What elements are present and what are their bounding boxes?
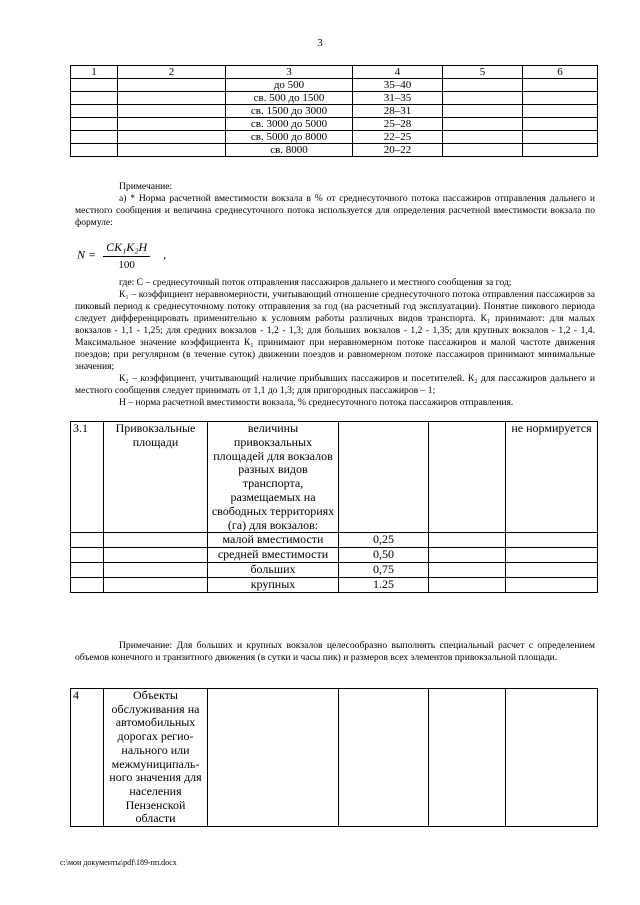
- area-value: 0,75: [339, 562, 429, 577]
- item-description: величины привокзальных площадей для вокзалов разных видов транспорта, размещаемых на свободных территориях (га) для вокзалов:: [208, 422, 339, 533]
- capacity-range: св. 1500 до 3000: [226, 105, 353, 118]
- road-services-table: [70, 688, 598, 827]
- norm-value: 20–22: [353, 144, 443, 157]
- norm-value: 28–31: [353, 105, 443, 118]
- norm-value: 31–35: [353, 92, 443, 105]
- capacity-range: св. 5000 до 8000: [226, 131, 353, 144]
- header-cell: 6: [523, 66, 598, 79]
- capacity-range: св. 500 до 1500: [226, 92, 353, 105]
- note-1-definitions: [75, 277, 595, 409]
- table-row: [71, 422, 598, 533]
- table-row: [71, 79, 598, 92]
- formula-denominator: 100: [118, 259, 135, 271]
- formula-tail: ,: [163, 247, 167, 262]
- note-2: [75, 640, 595, 664]
- area-value: 1.25: [339, 577, 429, 592]
- table-row: [71, 577, 598, 592]
- table-row: [71, 131, 598, 144]
- item-name: Объекты обслуживания на автомобильных дорогах регио-нального или межмуниципаль-ного значения для населения Пензенской области: [104, 689, 208, 827]
- table-row: [71, 92, 598, 105]
- norms-table-continued: [70, 65, 598, 157]
- table-header-row: [71, 66, 598, 79]
- header-cell: 3: [226, 66, 353, 79]
- table-row: [71, 533, 598, 548]
- table-row: [71, 689, 598, 827]
- item-number: 3.1: [71, 422, 104, 533]
- area-value: 0,50: [339, 548, 429, 563]
- page-number: 3: [317, 37, 323, 49]
- capacity-range: до 500: [226, 79, 353, 92]
- table-row: [71, 562, 598, 577]
- header-cell: 2: [118, 66, 226, 79]
- table-row: [71, 144, 598, 157]
- capacity-range: св. 3000 до 5000: [226, 118, 353, 131]
- item-name: Привокзальные площади: [104, 422, 208, 533]
- header-cell: 5: [443, 66, 523, 79]
- formula-lhs: N =: [77, 247, 97, 262]
- definition-k2: К₂ – коэффициент, учитывающий наличие прибывших пассажиров и посетителей. К₂ для пассажиров дальнего и местного сообщения следует принимать от 1,1 до 1,3; для пригородных пассажиров – 1;: [75, 373, 595, 396]
- station-squares-table: [70, 421, 598, 593]
- note-paragraph-a: а) * Норма расчетной вместимости вокзала в % от среднесуточного потока пассажиров отправления дальнего и местного сообщения и величина среднесуточного потока используется для определения расчетной вместимости вокзала по формуле:: [75, 193, 595, 228]
- norm-value: 22–25: [353, 131, 443, 144]
- capacity-formula: [77, 240, 166, 271]
- item-note: не нормируется: [506, 422, 598, 533]
- formula-fraction: [103, 240, 150, 271]
- table-row: [71, 548, 598, 563]
- header-cell: 1: [71, 66, 118, 79]
- capacity-range: св. 8000: [226, 144, 353, 157]
- header-cell: 4: [353, 66, 443, 79]
- definition-h: Н – норма расчетной вместимости вокзала, % среднесуточного потока пассажиров отправления.: [119, 397, 514, 408]
- formula-numerator: CK₁K₂H: [103, 240, 150, 257]
- station-size: крупных: [208, 577, 339, 592]
- note-2-text: Примечание: Для больших и крупных вокзалов целесообразно выполнять специальный расчет с определением объемов конечного и транзитного движения (в сутки и часы пик) и размеров всех элементов привокзальной площади.: [75, 640, 595, 663]
- note-heading: Примечание:: [119, 181, 173, 192]
- station-size: больших: [208, 562, 339, 577]
- table-row: [71, 105, 598, 118]
- item-number: 4: [71, 689, 104, 827]
- file-path-footer: c:\мои документы\pdf\189-пп.docx: [60, 858, 177, 867]
- norm-value: 35–40: [353, 79, 443, 92]
- definition-c: где: С – среднесуточный поток отправления пассажиров дальнего и местного сообщения за год;: [119, 277, 512, 288]
- norm-value: 25–28: [353, 118, 443, 131]
- station-size: средней вместимости: [208, 548, 339, 563]
- station-size: малой вместимости: [208, 533, 339, 548]
- definition-k1: К₁ – коэффициент неравномерности, учитывающий отношение среднесуточного потока отправления пассажиров за пиковый период к среднесуточному потоку отправления за год (на расчетный год эксплуатации). Понятие пикового периода следует дифференцировать применительно к условиям работы различных видов транспорта. К₁ принимают: для малых вокзалов - 1,1 - 1,25; для средних вокзалов - 1,2 - 1,3; для больших вокзалов - 1,2 - 1,35; для крупных вокзалов - 1,2 - 1,4. Максимальное значение коэффициента К₁ принимают при неравномерном потоке пассажиров и малой частоте движения поездов; при регулярном (в течение суток) движении поездов и равномерном потоке пассажиров принимают минимальные значения;: [75, 289, 595, 372]
- note-1-intro: [75, 181, 595, 229]
- area-value: 0,25: [339, 533, 429, 548]
- table-row: [71, 118, 598, 131]
